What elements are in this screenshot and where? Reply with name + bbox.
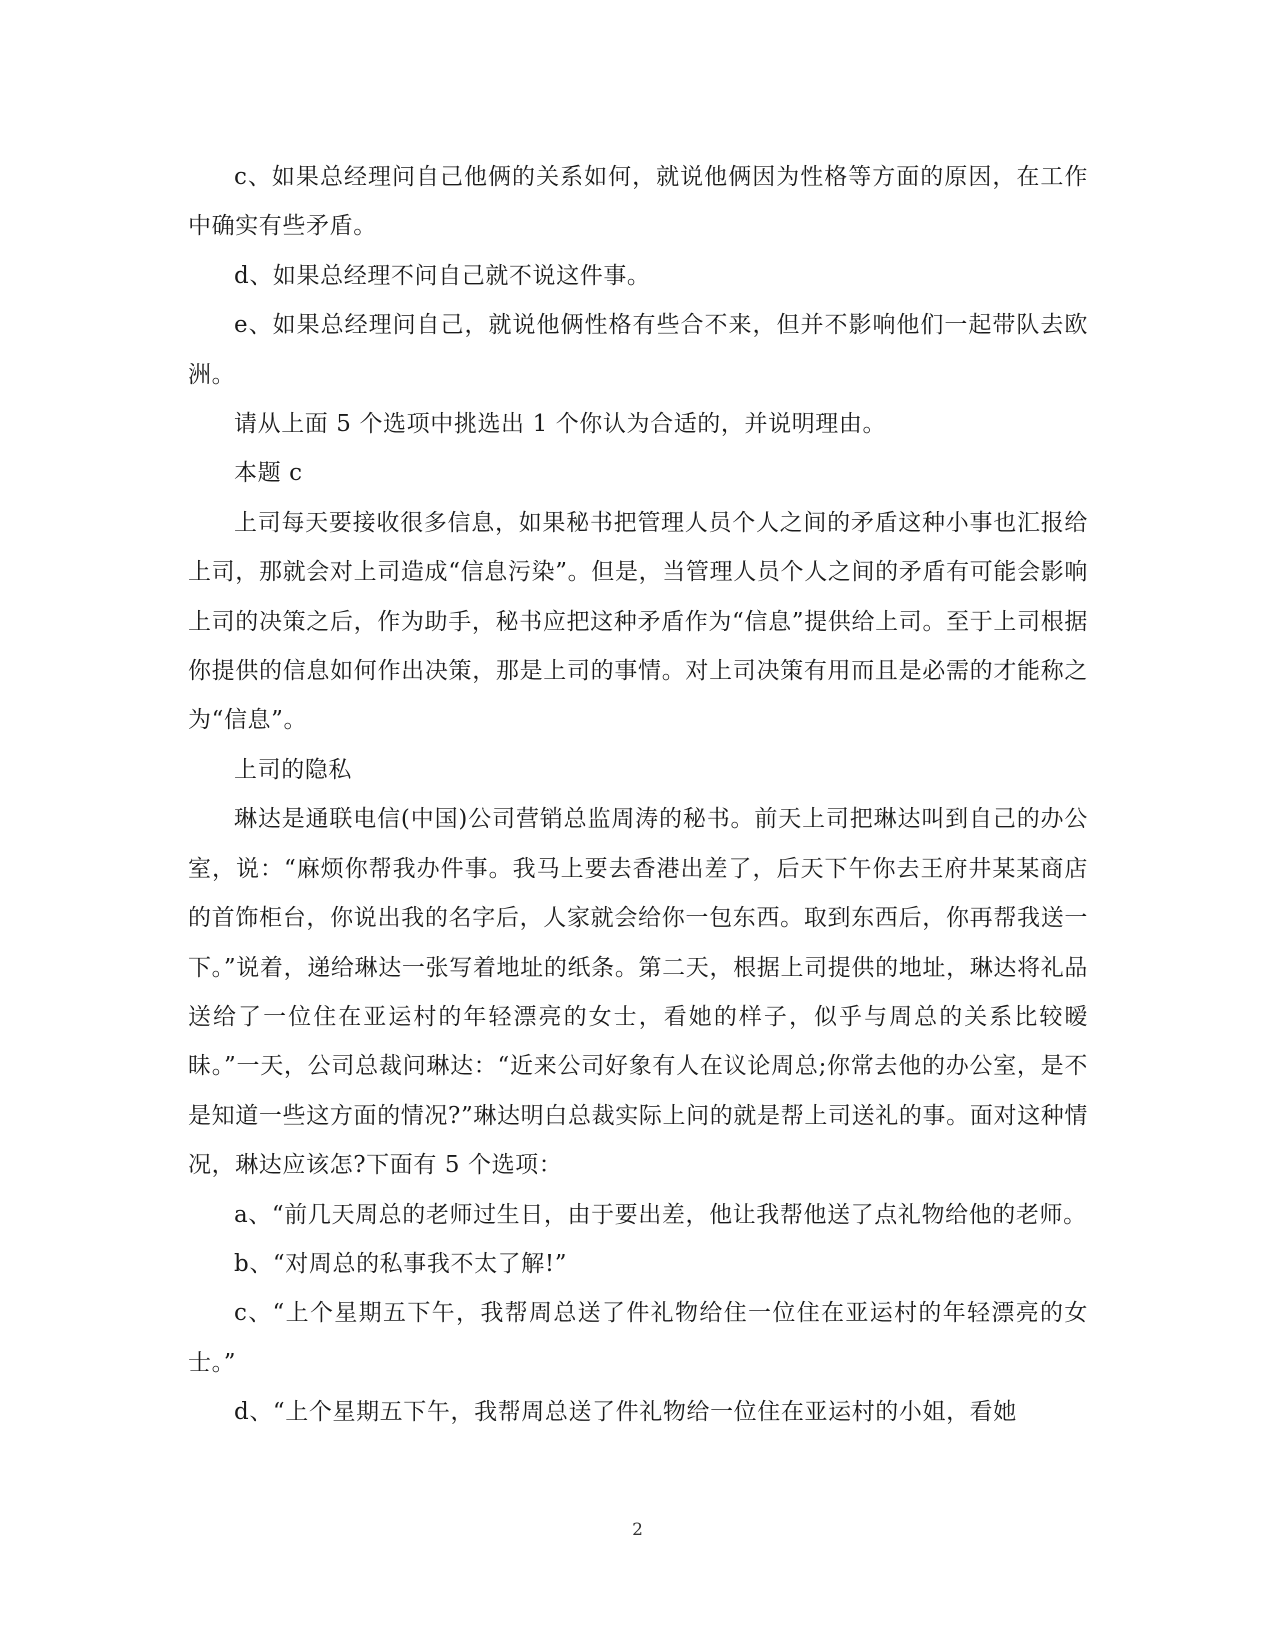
paragraph-case-option-c: c、“上个星期五下午，我帮周总送了件礼物给住一位住在亚运村的年轻漂亮的女士。” — [188, 1300, 1088, 1376]
paragraph-option-c: c、如果总经理问自己他俩的关系如何，就说他俩因为性格等方面的原因，在工作中确实有些矛盾。 — [188, 164, 1088, 240]
paragraph-answer: 本题 c — [234, 460, 303, 487]
paragraph-case-option-a: a、“前几天周总的老师过生日，由于要出差，他让我帮他送了点礼物给他的老师。 — [234, 1201, 1087, 1228]
paragraph-option-e: e、如果总经理问自己，就说他俩性格有些合不来，但并不影响他们一起带队去欧洲。 — [188, 312, 1088, 388]
paragraph-option-d: d、如果总经理不问自己就不说这件事。 — [234, 262, 651, 289]
document-body — [188, 153, 1088, 1438]
paragraph-explanation: 上司每天要接收很多信息，如果秘书把管理人员个人之间的矛盾这种小事也汇报给上司，那就会对上司造成“信息污染”。但是，当管理人员个人之间的矛盾有可能会影响上司的决策之后，作为助手，秘书应把这种矛盾作为“信息”提供给上司。至于上司根据你提供的信息如何作出决策，那是上司的事情。对上司决策有用而且是必需的才能称之为“信息”。 — [188, 509, 1088, 734]
paragraph-case-option-b: b、“对周总的私事我不太了解!” — [234, 1250, 568, 1277]
paragraph-question-prompt: 请从上面 5 个选项中挑选出 1 个你认为合适的，并说明理由。 — [234, 411, 887, 438]
paragraph-case-option-d: d、“上个星期五下午，我帮周总送了件礼物给一位住在亚运村的小姐，看她 — [234, 1399, 1017, 1426]
paragraph-case-story: 琳达是通联电信(中国)公司营销总监周涛的秘书。前天上司把琳达叫到自己的办公室，说：“麻烦你帮我办件事。我马上要去香港出差了，后天下午你去王府井某某商店的首饰柜台，你说出我的名字后，人家就会给你一包东西。取到东西后，你再帮我送一下。”说着，递给琳达一张写着地址的纸条。第二天，根据上司提供的地址，琳达将礼品送给了一位住在亚运村的年轻漂亮的女士，看她的样子，似乎与周总的关系比较暧昧。”一天，公司总裁问琳达：“近来公司好象有人在议论周总;你常去他的办公室，是不是知道一些这方面的情况?”琳达明白总裁实际上问的就是帮上司送礼的事。面对这种情况，琳达应该怎?下面有 5 个选项： — [188, 806, 1088, 1179]
page-number: 2 — [632, 1520, 643, 1540]
section-heading: 上司的隐私 — [234, 756, 352, 783]
